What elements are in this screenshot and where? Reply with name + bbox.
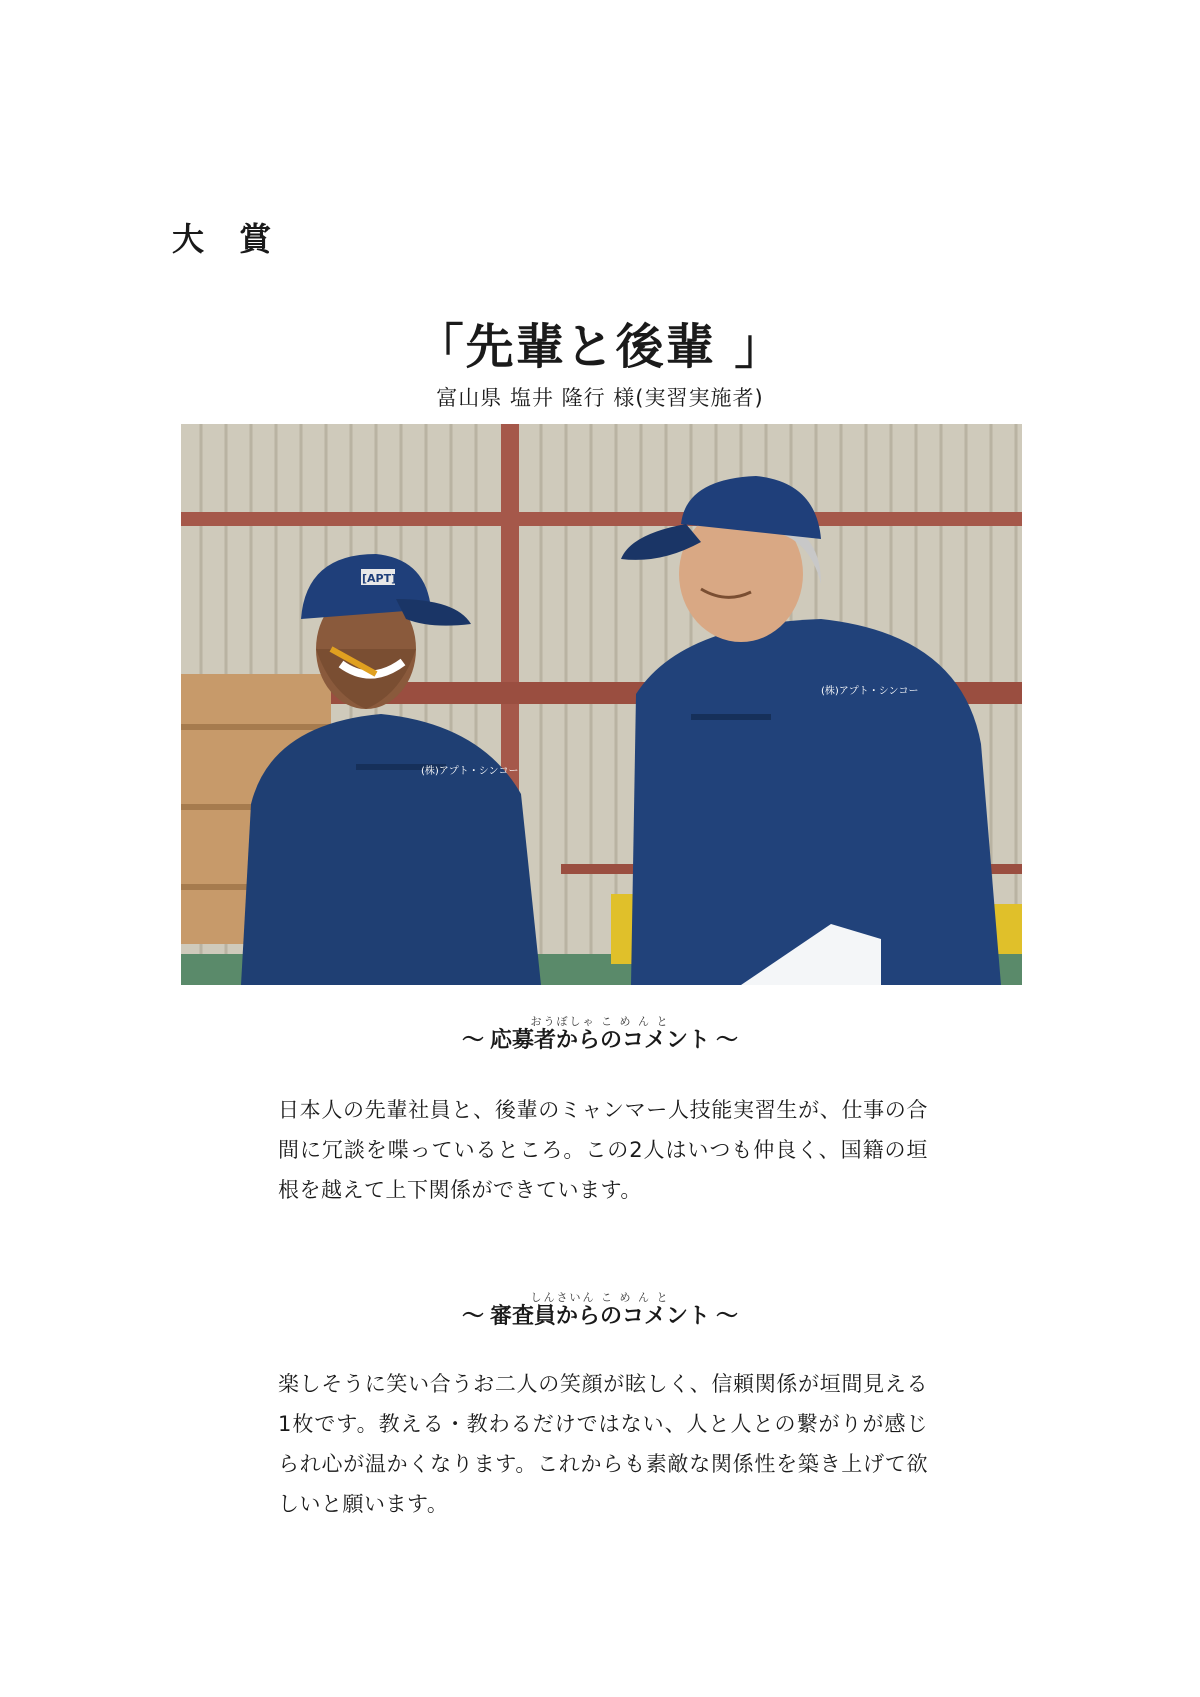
applicant-comment-heading [0,1016,1200,1052]
judge-heading-text: 審査員からのコメント [489,1304,710,1329]
photo-illustration [181,424,1022,985]
tilde-right-decoration: 〜 [716,1028,739,1053]
award-photo [181,424,1022,985]
tilde-left-decoration: 〜 [461,1028,484,1053]
award-category-label: 大 賞 [172,220,284,258]
tilde-right-decoration: 〜 [716,1304,739,1329]
applicant-comment-text: 日本人の先輩社員と、後輩のミャンマー人技能実習生が、仕事の合間に冗談を喋っているところ。この2人はいつも仲良く、国籍の垣根を越えて上下関係ができています。 [278,1098,928,1202]
applicant-heading-text: 応募者からのコメント [489,1028,710,1053]
tilde-left-decoration: 〜 [461,1304,484,1329]
work-byline: 富山県 塩井 隆行 様(実習実施者) [436,386,764,410]
work-title: 「先輩と後輩 」 [415,319,785,375]
jacket-embroidery-right: (株)アプト・シンコー [821,686,919,697]
jacket-embroidery-left: (株)アプト・シンコー [421,766,519,777]
judge-comment-text: 楽しそうに笑い合うお二人の笑顔が眩しく、信頼関係が垣間見える1枚です。教える・教わるだけではない、人と人との繋がりが感じられ心が温かくなります。これからも素敵な関係性を築き上げて欲しいと願います。 [278,1372,928,1516]
judge-comment-heading [0,1292,1200,1328]
applicant-heading-ruby: おうぼしゃ こ め ん と [530,1015,670,1028]
cap-logo-left: [APT] [362,572,397,585]
judge-heading-ruby: しんさいん こ め ん と [530,1291,670,1304]
